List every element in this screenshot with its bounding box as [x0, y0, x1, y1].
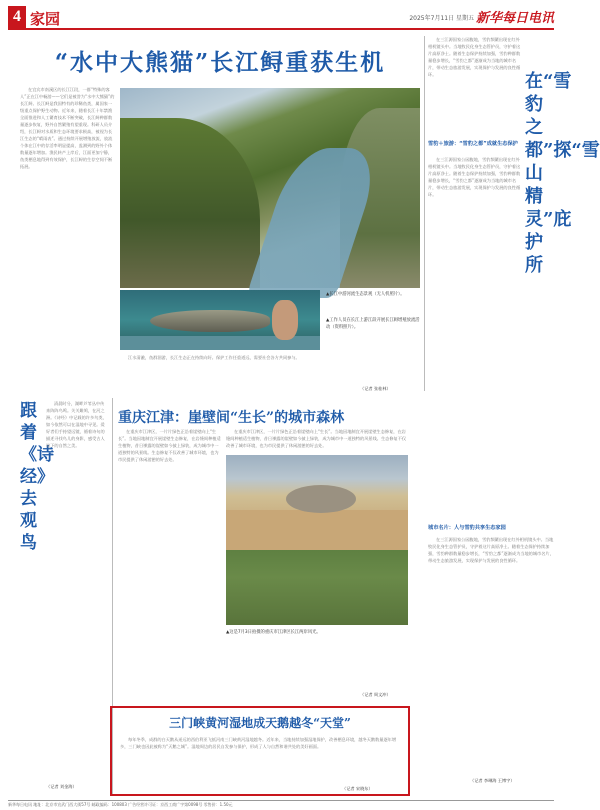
- story2-body-bottom: [428, 536, 554, 776]
- story2-byline: （记者 李琳海 王博宇）: [470, 778, 515, 783]
- river-water-shape: [226, 510, 408, 550]
- story4-caption: ▲这是7月3日拍摄的重庆市江津区长江两岸风光。: [226, 630, 321, 635]
- story1-body: 在宜宾市南溪区的长江江段，一群“特殊的客人”正在江中畅游——它们是被誉为“水中大熊猫”的长江鲟。长江鲟是我国特有的珍稀鱼类，属国家一级重点保护野生动物。近年来，随着长江十年禁渔全面推进和人工繁育技术不断突破，长江鲟种群数量逐步恢复，野外自然繁殖有望重现。科研人员介绍，长江鲟对水质和生态环境要求极高，被视为长江生态的“晴雨表”。通过持续开展增殖放流，放流个体在江中的存活率明显提高，监测到的野外个体数量逐年增加。渔民转产上岸后，江面更加宁静，鱼类栖息地得到有效保护，长江鲟的生存空间不断拓展。: [20, 87, 115, 169]
- story5-byline: （记者 宋晓东）: [342, 786, 373, 791]
- story5-box: [110, 706, 410, 796]
- story2-body-repeat: 在三江源国家公园腹地，雪豹频繁出现在红外相机镜头中。当地牧民化身生态管护员，守护着这片高原净土。随着生态保护持续加强，雪豹种群数量稳步增长，“雪豹之都”逐渐成为当地的城市名片，带动生态旅游发展，实现保护与发展的良性循环。: [428, 157, 521, 197]
- sturgeon-shape: [150, 310, 270, 332]
- story4-headline: 重庆江津：崖壁间“生长”的城市森林: [118, 410, 345, 426]
- page-number: 4: [8, 6, 26, 28]
- masthead: [8, 6, 554, 30]
- hand-shape: [272, 300, 298, 340]
- story2-headline: 在“雪豹之都”探“雪山精灵”庇护所: [525, 71, 600, 276]
- story2-body: 在三江源国家公园腹地，雪豹频繁出现在红外相机镜头中。当地牧民化身生态管护员，守护着这片高原净土。随着生态保护持续加强，雪豹种群数量稳步增长，“雪豹之都”逐渐成为当地的城市名片，带动生态旅游发展，实现保护与发展的良性循环。: [428, 37, 521, 77]
- story2-body-mid: [428, 156, 522, 406]
- story4-body: 在重庆市江津区，一片片绿色正沿着崖壁向上“生长”。当地因地制宜开展崖壁生态修复，在岩缝间种植适生植物，昔日裸露的崖壁如今披上绿装，成为城市中一道独特的风景线。生态修复不仅改善了城市环境，也为市民提供了休闲游憩的好去处。: [118, 429, 221, 462]
- story4-body-repeat: 在重庆市江津区，一片片绿色正沿着崖壁向上“生长”。当地因地制宜开展崖壁生态修复，在岩缝间种植适生植物，昔日裸露的崖壁如今披上绿装，成为城市中一道独特的风景线。生态修复不仅改善了城市环境，也为市民提供了休闲游憩的好去处。: [226, 429, 407, 448]
- story3-body-paragraph: 清晨时分，湖畔芦苇丛中传来阵阵鸟鸣。关关雎鸠，在河之洲。《诗经》中记载的许多鸟类，如今依然可以在湿地中寻见。爱好者们手持望远镜，循着诗句的描述寻找鸟儿的身影，感受古人笔下的自然之美。: [46, 401, 107, 448]
- story2-body-top: [428, 36, 522, 136]
- river-photo: [120, 88, 420, 288]
- story5-body: [120, 736, 400, 784]
- story1-headline: “水中大熊猫”长江鲟重获生机: [54, 49, 386, 76]
- section-name: 家园: [30, 10, 61, 28]
- story2-subhead2: 城市名片：人与雪豹共享生态家园: [428, 525, 506, 531]
- story3-byline: （记者 刘金海）: [46, 784, 77, 789]
- story3-vertical-title: 跟着《诗经》去观鸟: [20, 401, 54, 553]
- issue-date: 2025年7月11日 星期五: [409, 15, 474, 22]
- story3-body: [46, 400, 108, 780]
- cliff-shape: [120, 118, 260, 288]
- story1-body-left: [20, 86, 116, 396]
- column-divider: [424, 36, 425, 391]
- story1-caption1: ▲长江中游河流生态景观（无人机照片）。: [326, 292, 405, 297]
- story1-byline: （记者 张桂林）: [360, 386, 391, 391]
- paper-name: 新华每日电讯: [475, 11, 554, 26]
- story1-bottom-text: [120, 354, 420, 384]
- footer: 新华每日电讯 地址：北京市宣武门西大街57号 邮政编码：100803 广告经营许可证：京西工商广字第0098号 零售价：1.50元: [8, 800, 554, 808]
- story5-body-paragraph: 每年冬季，成群的白天鹅从遥远的西伯利亚飞抵河南三门峡黄河湿地越冬。近年来，当地持续加强湿地保护，改善栖息环境，越冬天鹅数量逐年增多，三门峡也因此被称为“天鹅之城”。湿地周边的居民自发参与保护，形成了人与自然和谐共处的美好画面。: [120, 737, 397, 749]
- story2-subhead1: 雪豹＋旅游：“雪豹之都”成就生态保护: [428, 141, 518, 147]
- story4-body-left: [118, 428, 222, 698]
- story4-byline: （记者 周文冲）: [360, 692, 391, 697]
- story5-headline: 三门峡黄河湿地成天鹅越冬“天堂”: [169, 716, 351, 730]
- island-shape: [286, 485, 356, 513]
- story2-body-bottom-paragraph: 在三江源国家公园腹地，雪豹频繁出现在红外相机镜头中。当地牧民化身生态管护员，守护着这片高原净土。随着生态保护持续加强，雪豹种群数量稳步增长，“雪豹之都”逐渐成为当地的城市名片，带动生态旅游发展，实现保护与发展的良性循环。: [428, 537, 554, 563]
- sturgeon-photo: [120, 290, 320, 350]
- story1-caption2: ▲工作人员在长江上游江段开展长江鲟增殖放流活动（资料照片）。: [326, 318, 420, 330]
- story1-bottom-paragraph: 江水清澈，鱼群洄游，长江生态正在持续向好。保护工作任重道远，需要社会各方共同参与。: [128, 355, 300, 360]
- story4-body-right: [226, 428, 408, 452]
- city-photo: [226, 455, 408, 625]
